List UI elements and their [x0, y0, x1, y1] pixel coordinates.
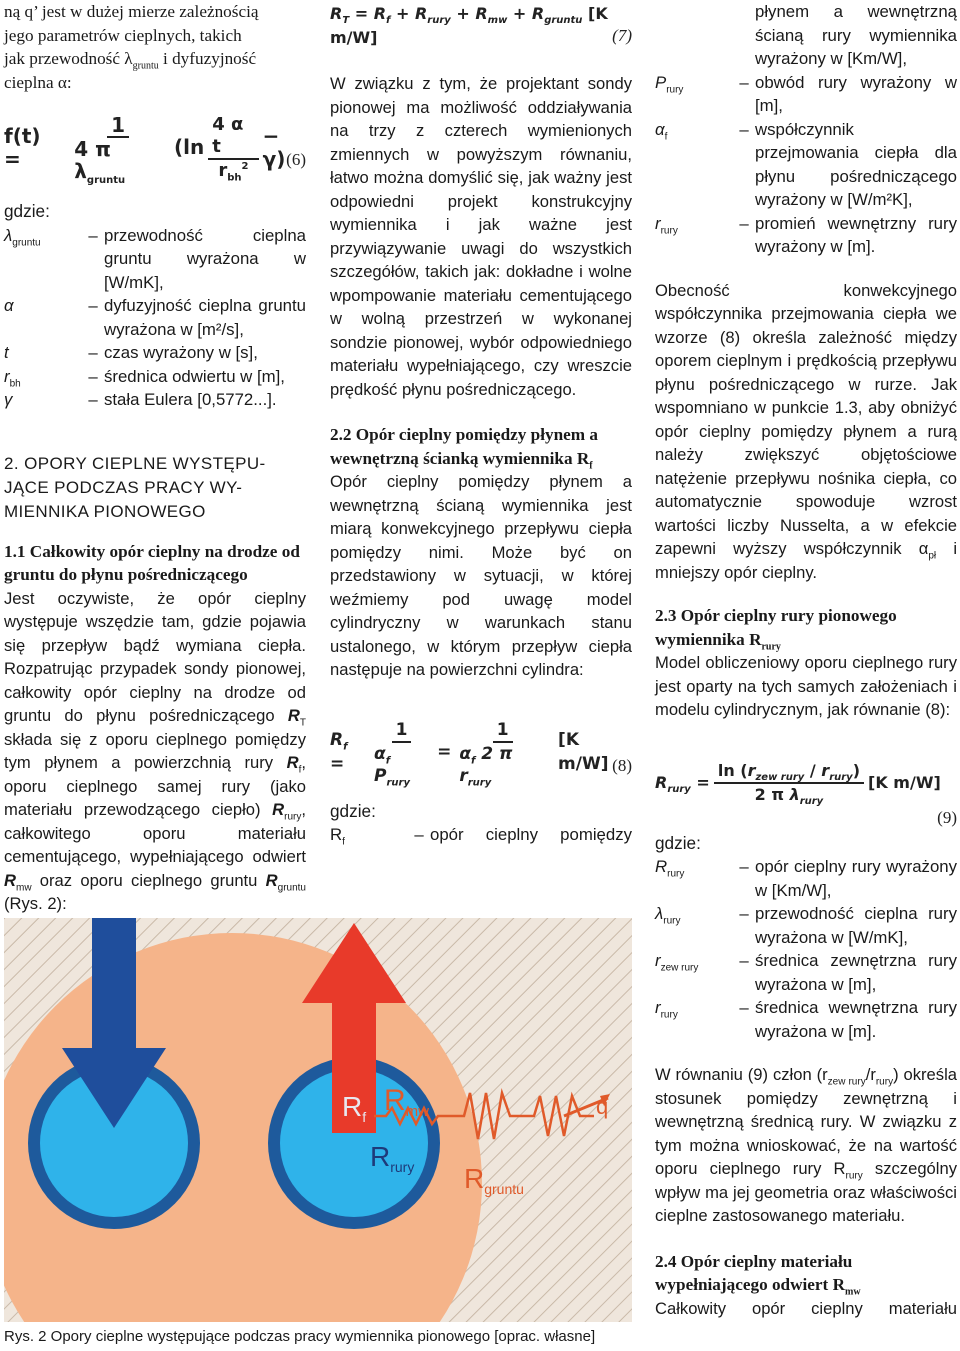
equation-9: $R_{rury}$ = $\frac{\ln (r_{zew rury} / r_{rury})}{2 \pi \lambda_{rury}}$ [K m/W] (9) — [655, 740, 957, 826]
label-Rmw: $R_{mw}$ — [384, 1084, 429, 1120]
gdzie-label: gdzie: — [655, 832, 701, 853]
definition-dash: – — [88, 390, 98, 409]
definitions-list: płynem a wewnętrzną ścianą rury wymiennika wyrażony w [Km/W], — [755, 2, 957, 68]
definition-symbol: α — [4, 296, 14, 315]
definition-text: dyfuzyjność cieplna gruntu wyrażona w [m²/s], — [104, 296, 306, 339]
equation-6: f(t) = $\frac{1}{4 \pi \lambda_{gruntu}}$ (ln $\frac{\text{4 α t}}{r_{bh}^2}$ − γ) (6) — [4, 113, 306, 186]
equation-7: $R_T = R_f + R_{rury} + R_{mw} + R_{gruntu}$ [K m/W] (7) — [330, 4, 632, 47]
paragraph: W związku z tym, że projektant sondy pionowej ma możliwość oddziaływania na trzy z czterech wymienionych zmiennych w powyższym równaniu, łatwo można domyślić się, jak ważny jest odpowiedni projekt konstrukcyjny wymiennika i jak ważne jest przywiązywanie uwagi do wszystkich szczegółów, takich jak: dokładne i wolne wpompowanie materiału cementującego w wolną przestrzeń w wykonanej sondzie pionowej, wybór odpowiedniego materiału wypełniającego, czy wreszcie prędkość płynu pośredniczącego. — [330, 74, 632, 399]
gdzie-label: gdzie: — [330, 800, 376, 821]
subsection-heading: 1.1 Całkowity opór cieplny na drodze od gruntu do płynu pośredniczącego — [4, 541, 300, 584]
definition-dash: – — [88, 343, 98, 362]
column-3 — [655, 0, 957, 1320]
subsection-heading: 2.2 Opór cieplny pomiędzy płynem a wewnętrzną ścianką wymiennika $R_f$ — [330, 425, 599, 471]
definition-text: promień wewnętrzny rury wyrażony w [m]. — [755, 213, 957, 256]
intro-text: ną q’ jest w dużej mierze zależnością jego parametrów cieplnych, takich jak przewodność $\lambda_{gruntu}$ i dyfuzyjność cieplna α: — [4, 2, 259, 92]
equation-number: (7) — [612, 26, 632, 45]
gdzie-label: gdzie: — [4, 201, 50, 221]
subsection-heading: 2.4 Opór cieplny materiału wypełniającego odwiert $R_{mw}$ — [655, 1251, 861, 1298]
paragraph: W równaniu (9) człon $(r_{zew rury}/r_{rury})$ określa stosunek pomiędzy zewnętrzną i wewnętrzną średnicą rury. W związku z tym można wnioskować, że na wartość oporu cieplnego rury $R_{rury}$ szczególny wpływ ma jej geometria oraz właściwości cieplne zastosowanego materiału. — [655, 1065, 957, 1225]
definition-symbol: $r_{zew rury}$ — [655, 951, 699, 974]
definition-dash: – — [88, 225, 98, 245]
definition-dash: – — [739, 119, 749, 139]
definition-dash: – — [739, 857, 749, 876]
definition-text: stała Eulera [0,5772...]. — [104, 390, 277, 409]
column-1 — [4, 0, 306, 916]
definition-symbol: $\lambda_{rury}$ — [655, 904, 681, 927]
definition-symbol: t — [4, 343, 9, 362]
definition-symbol: $r_{rury}$ — [655, 998, 678, 1021]
definition-symbol: $R_{rury}$ — [655, 857, 685, 880]
definition-text: obwód rury wyrażony w [m], — [755, 72, 957, 115]
figure-2 — [4, 918, 632, 1322]
definition-text: przewodność cieplna rury wyrażona w [W/mK], — [755, 904, 957, 947]
definitions-list: $R_f$ – opór cieplny pomiędzy — [330, 825, 632, 848]
figure-caption: Rys. 2 Opory cieplne występujące podczas pracy wymiennika pionowego [oprac. własne] — [4, 1328, 596, 1345]
definition-text: opór cieplny rury wyrażony w [Km/W], — [755, 857, 957, 900]
equation-number: (6) — [286, 150, 306, 169]
paragraph: Obecność konwekcyjnego współczynnika przejmowania ciepła we wzorze (8) określa zależność między oporem cieplnym i prędkością przepływu płynu pośredniczącego w rurze. Jak wspomniano w punkcie 1.3, aby obniżyć opór cieplny pomiędzy płynem a rurą należy zwiększyć objętościowe natężenie przepływu nośnika ciepła, co automatycznie spowoduje wzrost wartości liczby Nusselta, a w efekcie zapewni wyższy współczynnik $\alpha_{pł}$ i mniejszy opór cieplny. — [655, 280, 957, 582]
definitions-list — [655, 855, 957, 1043]
definition-dash: – — [739, 213, 749, 233]
definition-symbol: $r_{rury}$ — [655, 213, 678, 236]
equation-number: (9) — [937, 807, 957, 827]
definition-dash: – — [739, 951, 749, 970]
label-Rrury: $R_{rury}$ — [370, 1141, 415, 1175]
definition-dash: – — [88, 296, 98, 315]
column-2 — [330, 0, 632, 847]
paragraph: Jest oczywiste, że opór cieplny występuje wszędzie tam, gdzie pojawia się przepływ bądź wymiana ciepła. Rozpatrując przypadek sondy pionowej, całkowity opór cieplny na drodze od gruntu do płynu pośredniczącego $R_T$ składa się z oporu cieplnego pomiędzy tym płynem a powierzchnią rury $R_f$, oporu cieplnego samej rury (jako materiału przewodzącego ciepło) $R_{rury}$, całkowitego oporu materiału cementującego, wypełniającego odwiert $R_{mw}$ oraz oporu cieplnego gruntu $R_{gruntu}$ (Rys. 2): — [4, 588, 306, 913]
definition-text: przewodność cieplna gruntu wyrażona w [W/mK], — [104, 225, 306, 292]
definition-dash: – — [739, 998, 749, 1017]
definition-symbol: $r_{bh}$ — [4, 366, 21, 389]
figure-diagram — [4, 918, 632, 1322]
paragraph: Całkowity opór cieplny materiału — [655, 1298, 957, 1318]
label-Rf: $R_f$ — [342, 1091, 367, 1125]
definition-text: średnica odwiertu w [m], — [104, 366, 285, 386]
definition-dash: – — [88, 366, 98, 386]
definition-text: czas wyrażony w [s], — [104, 343, 258, 362]
definitions-list — [655, 71, 957, 259]
definition-text: średnica wewnętrzna rury wyrażona w [m]. — [755, 998, 957, 1041]
definitions-list — [4, 224, 306, 412]
equation-8: $R_f$ = $\frac{1}{\alpha_f P_{rury}}$ = $\frac{1}{\alpha_f 2 \pi r_{rury}}$ [K m/W] (8) — [330, 719, 632, 788]
label-Rgruntu: $R_{gruntu}$ — [464, 1163, 524, 1197]
definition-text: współczynnik przejmowania ciepła dla płynu pośredniczącego wyrażony w [W/m²K], — [755, 119, 957, 209]
equation-number: (8) — [612, 755, 632, 775]
definition-symbol: γ — [4, 390, 13, 409]
paragraph: Model obliczeniowy oporu cieplnego rury jest oparty na tych samych założeniach i modelu cylindrycznym, jak równanie (8): — [655, 653, 957, 719]
paragraph: Opór cieplny pomiędzy płynem a wewnętrzną ścianą wymiennika jest miarą konwekcyjnego przepływu ciepła pomiędzy nimi. Może być on przedstawiony w sytuacji, w której weźmiemy pod uwagę model cylindryczny w warunkach stanu ustalonego, w którym przepływ ciepła następuje na powierzchni cylindra: — [330, 472, 632, 679]
label-q: q — [596, 1094, 609, 1119]
definition-dash: – — [739, 72, 749, 92]
subsection-heading: 2.3 Opór cieplny rury pionowego wymiennika $R_{rury}$ — [655, 606, 897, 652]
definition-symbol: $\lambda_{gruntu}$ — [4, 225, 41, 248]
definition-text: średnica zewnętrzna rury wyrażona w [m], — [755, 951, 957, 994]
definition-dash: – — [739, 904, 749, 923]
section-heading: 2. OPORY CIEPLNE WYSTĘPU-JĄCE PODCZAS PRACY WY-MIENNIKA PIONOWEGO — [4, 453, 266, 521]
definition-symbol: $P_{rury}$ — [655, 72, 684, 95]
definition-symbol: $\alpha_f$ — [655, 119, 668, 142]
